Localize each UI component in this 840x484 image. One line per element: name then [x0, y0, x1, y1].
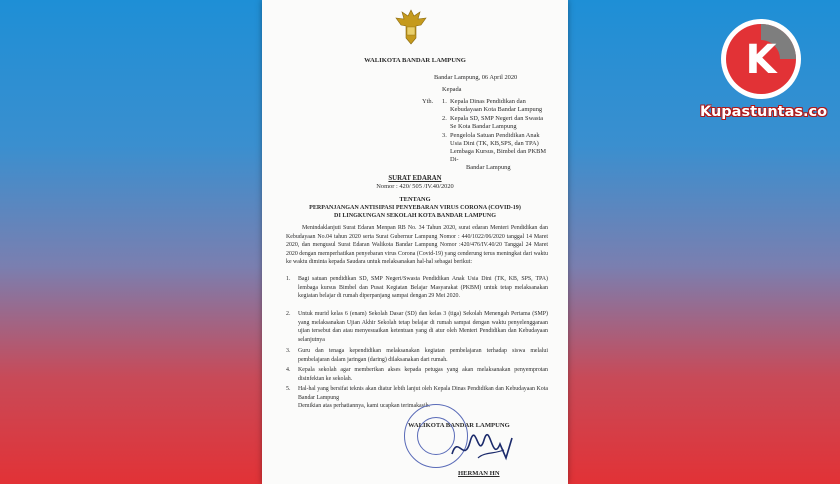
yth-label: Yth. [422, 98, 434, 105]
recipient-3-line-2: Usia Dini (TK, KB,SPS, dan TPA) [450, 140, 539, 147]
letter-header: WALIKOTA BANDAR LAMPUNG [364, 57, 466, 64]
about-label: TENTANG [399, 196, 431, 203]
point-5-text: Hal-hal yang bersifat teknis akan diatur lebih lanjut oleh Kepala Dinas Pendidikan dan Kebudayaan Kota Bandar Lampung [298, 386, 548, 401]
closing-text: Demikian atas perhatiannya, kami ucapkan terimakasih. [298, 403, 430, 409]
subject-line-1: PERPANJANGAN ANTISIPASI PENYEBARAN VIRUS CORONA (COVID-19) [309, 205, 521, 211]
recipient-3-line-4: Di- [450, 156, 459, 163]
point-5-number: 5. [286, 386, 291, 392]
point-4-text: Kepala sekolah agar memberikan akses kepada petugas yang akan melaksanakan penyemprotan disinfektan ke sekolah. [298, 367, 548, 382]
recipient-2-line-2: Se Kota Bandar Lampung [450, 123, 517, 130]
recipient-3-line-3: Lembaga Kursus, Bimbel dan PKBM [450, 148, 547, 155]
point-1-number: 1. [286, 276, 291, 282]
brand-name[interactable]: Kupastuntas.co [700, 104, 828, 120]
point-4-number: 4. [286, 367, 291, 373]
signer-name: HERMAN HN [458, 470, 500, 477]
signature-icon [448, 424, 518, 470]
point-3-number: 3. [286, 348, 291, 354]
recipient-place: Bandar Lampung [466, 164, 511, 171]
subject-line-2: DI LINGKUNGAN SEKOLAH KOTA BANDAR LAMPUNG [334, 213, 496, 219]
recipient-1-line-2: Kebudayaan Kota Bandar Lampung [450, 106, 543, 113]
doc-title: SURAT EDARAN [388, 175, 442, 182]
point-2-text: Untuk murid kelas 6 (enam) Sekolah Dasar (SD) dan kelas 3 (tiga) Sekolah Menengah Pertama (SMP) yang melaksanakan Ujian Akhir Sekolah tetap belajar di rumah sampai dengan waktu penyelenggaraan ujian tersebut dan atau menyesuaikan ketentuan yang di atur oleh Menteri Pendidikan dan Kebudayaan selanjutnya [298, 311, 548, 343]
point-2-number: 2. [286, 311, 291, 317]
letter-date: Bandar Lampung, 06 April 2020 [434, 74, 518, 81]
to-label: Kepada [442, 86, 462, 93]
signer-title: WALIKOTA BANDAR LAMPUNG [408, 422, 510, 429]
point-1-text: Bagi satuan pendidikan SD, SMP Negeri/Swasta Pendidikan Anak Usia Dini (TK, KB, SPS, TPA) lembaga kursus Bimbel dan Pusat Kegiatan Belajar Masyarakat (PKBM) untuk tetap melaksanakan kegiatan belajar di rumah diperpanjang sampai dengan 29 Mei 2020. [298, 276, 548, 300]
point-3-text: Guru dan tenaga kependidikan melaksanakan kegiatan pembelajaran terhadap siswa melalui pembelajaran dalam jaringan (daring) dilaksanakan dari rumah. [298, 348, 548, 363]
intro-paragraph: Menindaklanjuti Surat Edaran Menpan RB No. 34 Tahun 2020, surat edaran Menteri Pendidikan dan Kebudayaan No.04 tahun 2020 serta Surat Gubernur Lampung Nomor : 440/1022/06/2020 tanggal 14 Maret 2020, dan mengusul Surat Edaran Walikota Bandar Lampung Nomor :420/476/IV.40/20 Tanggal 24 Maret 2020 dengan memperhatikan penyebaran virus Corona (Covid-19) yang cenderung terus meningkat dari waktu ke waktu diminta kepada Saudara untuk melaksanakan hal-hal sebagai berikut: [286, 225, 548, 266]
logo-letter: K [745, 37, 777, 83]
kupastuntas-logo-icon[interactable] [720, 18, 802, 100]
recipient-1-line-1: Kepala Dinas Pendidikan dan [450, 98, 526, 105]
letter-document [262, 0, 568, 484]
recipient-3-number: 3. [442, 132, 447, 139]
doc-number: Nomor : 420/ 505 /IV.40/2020 [376, 183, 454, 190]
recipient-3-line-1: Pengelola Satuan Pendidikan Anak [450, 132, 540, 139]
recipient-2-number: 2. [442, 115, 447, 122]
recipient-1-number: 1. [442, 98, 447, 105]
garuda-emblem-icon [394, 8, 428, 46]
recipient-2-line-1: Kepala SD, SMP Negeri dan Swasta [450, 115, 544, 122]
